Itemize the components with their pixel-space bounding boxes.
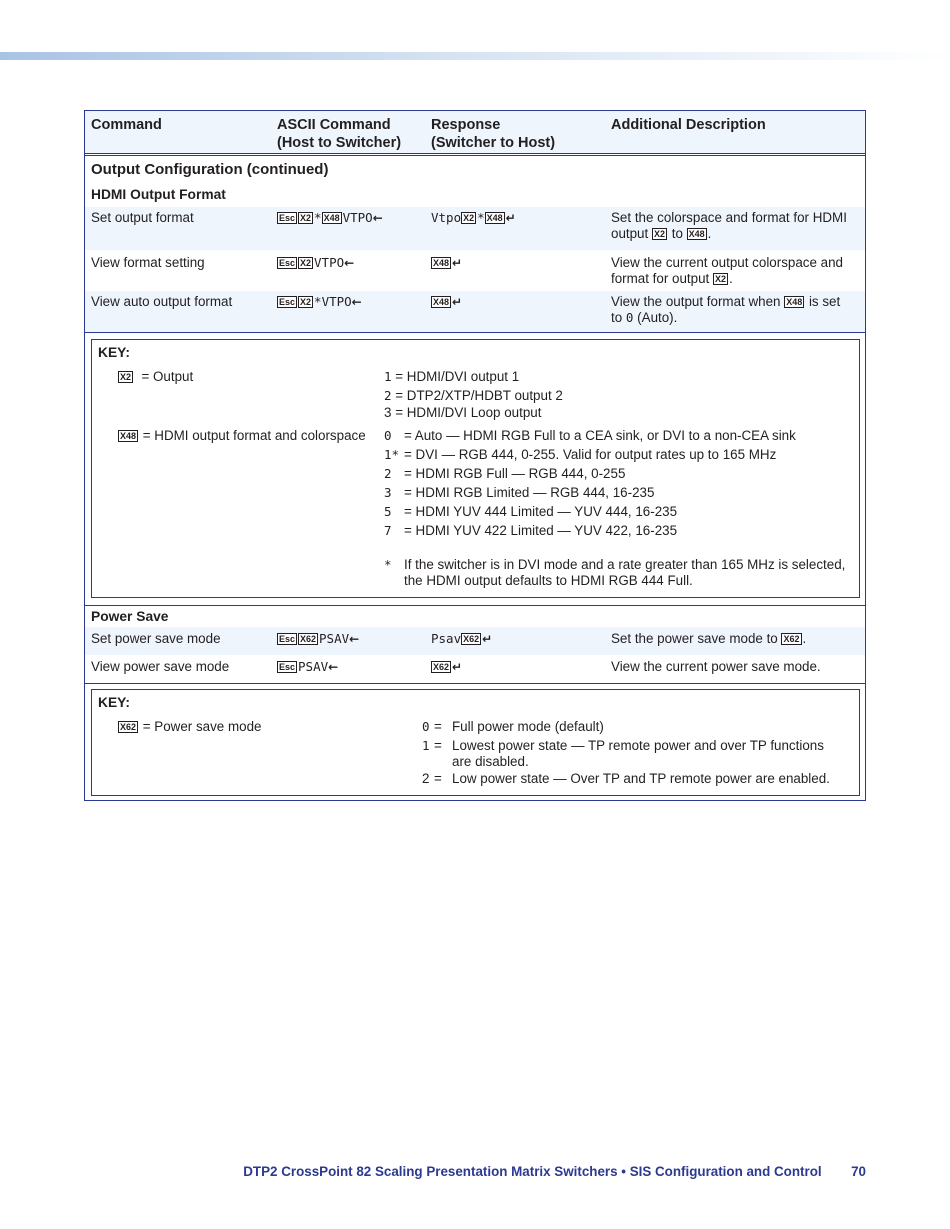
var-x2: X2	[463, 213, 475, 223]
key-value	[384, 523, 796, 542]
page-number: 70	[851, 1164, 866, 1179]
row2-command: View format setting	[91, 255, 205, 270]
note-star: *	[384, 557, 392, 572]
key-text: = HDMI YUV 444 Limited — YUV 444, 16-235	[404, 504, 678, 519]
key-text: are disabled.	[452, 754, 529, 769]
key-value	[384, 428, 796, 447]
key-text: = HDMI RGB Limited — RGB 444, 16-235	[404, 485, 655, 500]
desc-text: to	[611, 310, 623, 325]
esc-key: Esc	[279, 297, 296, 307]
key-text: = DVI — RGB 444, 0-255. Valid for output rates up to 165 MHz	[404, 447, 777, 462]
desc-zero: 0	[625, 310, 634, 325]
desc-text: View the output format when	[611, 294, 781, 309]
key-num: 1	[384, 369, 392, 384]
var-x48: X48	[323, 213, 340, 223]
key-num: 2	[384, 388, 392, 403]
star: *	[477, 210, 485, 225]
key-text: = Power save mode	[142, 719, 262, 734]
var-x48: X48	[433, 297, 450, 307]
var-x2: X2	[120, 372, 132, 382]
key-title: KEY:	[98, 695, 130, 710]
var-x48: X48	[120, 431, 137, 441]
subsection-title-hdmi: HDMI Output Format	[91, 187, 226, 202]
var-x62: X62	[463, 634, 480, 644]
key-text: Low power state — Over TP and TP remote power are enabled.	[452, 771, 830, 786]
ascii-cmd: VTPO	[342, 210, 373, 225]
row2-description	[611, 255, 843, 287]
row-rule	[85, 332, 865, 333]
header-rule	[85, 153, 865, 154]
key-value	[384, 485, 796, 504]
key-text: = HDMI/DVI output 1	[395, 369, 520, 384]
var-x62: X62	[433, 662, 450, 672]
key-x2-label	[118, 369, 193, 385]
key-num: 1	[422, 738, 430, 753]
key-x48-values	[384, 428, 796, 542]
key-eq: =	[434, 771, 442, 786]
key-text: Lowest power state — TP remote power and over TP functions	[452, 738, 824, 753]
top-decor-band	[0, 52, 950, 60]
prow1-ascii	[277, 631, 359, 647]
key-num: 7	[384, 523, 392, 538]
key-box-power	[91, 689, 860, 796]
command-table	[84, 110, 866, 801]
desc-text: format for output	[611, 271, 710, 286]
row2-response	[431, 255, 462, 271]
note-text	[404, 557, 845, 589]
key-value	[384, 405, 563, 421]
row3-command: View auto output format	[91, 294, 233, 309]
header-response-1: Response	[431, 117, 501, 133]
prow1-description	[611, 631, 806, 647]
var-x48: X48	[486, 213, 503, 223]
header-response-2: (Switcher to Host)	[431, 135, 556, 151]
var-x2: X2	[714, 274, 726, 284]
section-title-power: Power Save	[91, 609, 169, 624]
key-num: 1*	[384, 447, 400, 462]
enter-arrow-icon: ←	[344, 256, 355, 270]
key-value	[422, 719, 830, 738]
key-eq: =	[434, 738, 442, 753]
prow1-command: Set power save mode	[91, 631, 221, 646]
row3-description	[611, 294, 840, 326]
header-description: Additional Description	[611, 117, 766, 133]
ascii-cmd: PSAV	[319, 631, 350, 646]
var-x62: X62	[120, 722, 137, 732]
header-rule-2	[85, 155, 865, 156]
desc-text: is set	[808, 294, 841, 309]
return-arrow-icon: ↵	[482, 632, 493, 646]
row1-ascii	[277, 210, 383, 226]
prow1-response	[431, 631, 492, 647]
esc-key: Esc	[279, 213, 296, 223]
key-text: = Output	[141, 369, 194, 384]
var-x2: X2	[300, 213, 312, 223]
key-text: Full power mode (default)	[452, 719, 604, 734]
ascii-cmd: PSAV	[298, 659, 329, 674]
enter-arrow-icon: ←	[351, 295, 362, 309]
key-num: 3	[384, 485, 392, 500]
page-footer	[243, 1164, 866, 1179]
desc-line: Set the colorspace and format for HDMI	[611, 210, 847, 225]
key-num: 2	[422, 771, 430, 786]
key-text: = HDMI YUV 422 Limited — YUV 422, 16-235	[404, 523, 678, 538]
esc-key: Esc	[279, 662, 296, 672]
desc-line	[611, 310, 840, 326]
return-arrow-icon: ↵	[452, 660, 463, 674]
key-text: = Auto — HDMI RGB Full to a CEA sink, or DVI to a non-CEA sink	[404, 428, 796, 443]
var-x2: X2	[300, 258, 312, 268]
row1-description	[611, 210, 847, 242]
key-value	[422, 771, 830, 787]
return-arrow-icon: ↵	[505, 211, 516, 225]
key-text: = HDMI/DVI Loop output	[395, 405, 542, 420]
prow2-command: View power save mode	[91, 659, 230, 674]
key-num: 0	[384, 428, 392, 443]
desc-text: .	[729, 271, 733, 286]
key-x2-values	[384, 369, 563, 421]
prow2-description: View the current power save mode.	[611, 659, 821, 674]
key-value	[384, 466, 796, 485]
enter-arrow-icon: ←	[328, 660, 339, 674]
ascii-cmd: VTPO	[321, 294, 352, 309]
response-text: Psav	[431, 631, 462, 646]
key-text: = DTP2/XTP/HDBT output 2	[395, 388, 563, 403]
esc-key: Esc	[279, 258, 296, 268]
response-text: Vtpo	[431, 210, 462, 225]
key-num: 2	[384, 466, 392, 481]
var-x2: X2	[653, 229, 665, 239]
return-arrow-icon: ↵	[452, 295, 463, 309]
key-value	[384, 447, 796, 466]
star: *	[314, 294, 322, 309]
desc-line: View the current output colorspace and	[611, 255, 844, 270]
note-line: the HDMI output defaults to HDMI RGB 444 Full.	[404, 573, 693, 588]
section-title-output: Output Configuration (continued)	[91, 161, 329, 178]
var-x2: X2	[300, 297, 312, 307]
key-value	[384, 504, 796, 523]
section-rule	[85, 605, 865, 606]
enter-arrow-icon: ←	[349, 632, 360, 646]
desc-line	[611, 271, 843, 287]
key-num: 3	[384, 405, 392, 420]
key-text: = HDMI RGB Full — RGB 444, 0-255	[404, 466, 626, 481]
desc-text: to	[671, 226, 683, 241]
desc-text: .	[707, 226, 712, 241]
key-value	[384, 369, 563, 388]
key-value	[422, 738, 830, 754]
note-line: If the switcher is in DVI mode and a rate greater than 165 MHz is selected,	[404, 557, 846, 572]
var-x48: X48	[688, 229, 705, 239]
footer-title: DTP2 CrossPoint 82 Scaling Presentation Matrix Switchers • SIS Configuration and Control	[243, 1164, 822, 1179]
row3-ascii	[277, 294, 362, 310]
row1-command: Set output format	[91, 210, 194, 225]
row-rule	[85, 683, 865, 684]
desc-text: .	[802, 631, 807, 646]
row1-response	[431, 210, 516, 226]
star: *	[314, 210, 322, 225]
enter-arrow-icon: ←	[372, 211, 383, 225]
desc-text: Set the power save mode to	[611, 631, 778, 646]
row3-response	[431, 294, 462, 310]
header-command: Command	[91, 117, 162, 133]
desc-text: (Auto).	[637, 310, 678, 325]
desc-line	[611, 294, 840, 310]
key-x62-label	[118, 719, 261, 735]
row2-ascii	[277, 255, 354, 271]
key-value	[384, 388, 563, 405]
key-title: KEY:	[98, 345, 130, 360]
key-value	[422, 754, 830, 771]
key-box-output	[91, 339, 860, 598]
key-x48-label	[118, 428, 366, 444]
var-x62: X62	[300, 634, 317, 644]
desc-line	[611, 226, 847, 242]
key-text: = HDMI output format and colorspace	[142, 428, 366, 443]
esc-key: Esc	[279, 634, 296, 644]
var-x48: X48	[786, 297, 803, 307]
header-ascii-2: (Host to Switcher)	[277, 135, 402, 151]
prow2-response	[431, 659, 462, 675]
key-num: 5	[384, 504, 392, 519]
return-arrow-icon: ↵	[452, 256, 463, 270]
prow2-ascii	[277, 659, 338, 675]
var-x48: X48	[433, 258, 450, 268]
key-num: 0	[422, 719, 430, 734]
ascii-cmd: VTPO	[314, 255, 345, 270]
key-x62-values	[422, 719, 830, 787]
key-eq: =	[434, 719, 442, 734]
desc-text: output	[611, 226, 649, 241]
header-ascii-1: ASCII Command	[277, 117, 391, 133]
var-x62: X62	[783, 634, 800, 644]
